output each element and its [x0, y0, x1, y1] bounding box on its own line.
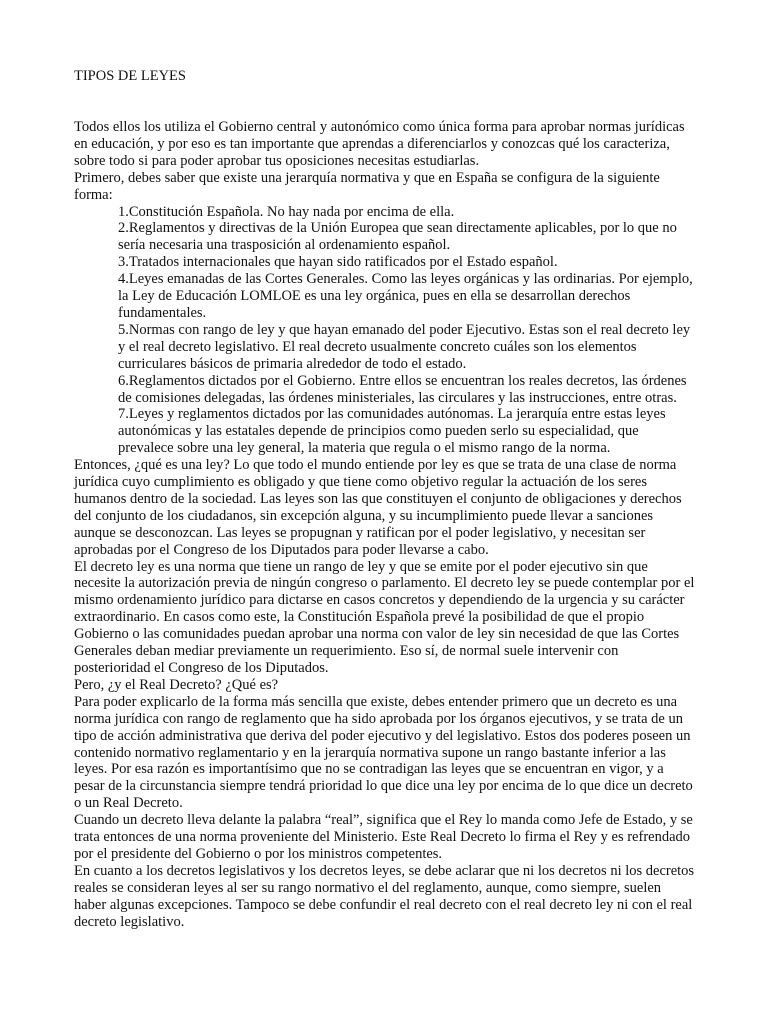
document-body	[74, 119, 696, 931]
paragraph-real: Cuando un decreto lleva delante la palabra “real”, significa que el Rey lo manda como Jefe de Estado, y se trata entonces de una norma proveniente del Ministerio. Este Real Decreto lo firma el Rey y es refrendado por el presidente del Gobierno o por los ministros competentes.	[74, 812, 693, 862]
list-item: 6.Reglamentos dictados por el Gobierno. Entre ellos se encuentran los reales decretos, las órdenes de comisiones delegadas, las órdenes ministeriales, las circulares y las instrucciones, entre otras.	[118, 372, 687, 406]
paragraph-legislativos: En cuanto a los decretos legislativos y los decretos leyes, se debe aclarar que ni los decretos ni los decretos reales se consideran leyes al ser su rango normativo el del reglamento, aunque, como siempre, suelen haber algunas excepciones. Tampoco se debe confundir el real decreto con el real decreto ley ni con el real decreto legislativo.	[74, 862, 695, 930]
list-item: 3.Tratados internacionales que hayan sido ratificados por el Estado español.	[118, 254, 558, 271]
paragraph-decreto: Para poder explicarlo de la forma más sencilla que existe, debes entender primero que un decreto es una norma jurídica con rango de reglamento que ha sido aprobada por los órganos ejecutivos, y se trata de un tipo de acción administrativa que deriva del poder ejecutivo y del legislativo. Estos dos poderes poseen un contenido normativo reglamentario y en la jerarquía normativa supone un rango bastante inferior a las leyes. Por esa razón es importantísimo que no se contradigan las leyes que se encuentran en vigor, y a pesar de la circunstancia siempre tendrá prioridad lo que dice una ley por encima de lo que dice un decreto o un Real Decreto.	[74, 693, 693, 812]
list-item: 1.Constitución Española. No hay nada por encima de ella.	[118, 203, 455, 220]
paragraph-intro: Todos ellos los utiliza el Gobierno central y autonómico como única forma para aprobar normas jurídicas en educación, y por eso es tan importante que aprendas a diferenciarlos y conozcas qué los caracteriza, sobre todo si para poder aprobar tus oposiciones necesitas estudiarlas.	[74, 119, 685, 169]
list-item: 7.Leyes y reglamentos dictados por las comunidades autónomas. La jerarquía entre estas leyes autonómicas y las estatales depende de principios como pueden serlo su especialidad, que prevalece sobre una ley general, la materia que regula o el mismo rango de la norma.	[118, 406, 666, 457]
document-title: TIPOS DE LEYES	[74, 68, 186, 84]
list-item: 4.Leyes emanadas de las Cortes Generales. Como las leyes orgánicas y las ordinarias. Por ejemplo, la Ley de Educación LOMLOE es una ley orgánica, pues en ella se desarrollan derechos fundamentales.	[118, 271, 693, 321]
list-item: 2.Reglamentos y directivas de la Unión Europea que sean directamente aplicables, por lo que no sería necesaria una trasposición al ordenamiento español.	[118, 220, 677, 254]
paragraph-decreto-ley: El decreto ley es una norma que tiene un rango de ley y que se emite por el poder ejecutivo sin que necesite la autorización previa de ningún congreso o parlamento. El decreto ley se puede contemplar por el mismo ordenamiento jurídico para dictarse en casos concretos y dependiendo de la urgencia y su carácter extraordinario. En casos como este, la Constitución Española prevé la posibilidad de que el propio Gobierno o las comunidades puedan aprobar una norma con valor de ley sin necesidad de que las Cortes Generales deban mediar previamente un requerimiento. Eso sí, de normal suele intervenir con posterioridad el Congreso de los Diputados.	[74, 558, 695, 676]
paragraph-hierarchy: Primero, debes saber que existe una jerarquía normativa y que en España se configura de la siguiente forma:	[74, 169, 660, 203]
paragraph-ley: Entonces, ¿qué es una ley? Lo que todo el mundo entiende por ley es que se trata de una clase de norma jurídica cuyo cumplimiento es obligado y que tiene como objetivo regular la actuación de los seres humanos dentro de la sociedad. Las leyes son las que constituyen el conjunto de obligaciones y derechos del conjunto de los ciudadanos, sin excepción alguna, y su incumplimiento puede llevar a sanciones aunque se desconozcan. Las leyes se propugnan y ratifican por el poder legislativo, y necesitan ser aprobadas por el Congreso de los Diputados para poder llevarse a cabo.	[74, 457, 682, 558]
list-item: 5.Normas con rango de ley y que hayan emanado del poder Ejecutivo. Estas son el real decreto ley y el real decreto legislativo. El real decreto usualmente concreto cuáles son los elementos curriculares básicos de primaria alrededor de todo el estado.	[118, 321, 691, 372]
paragraph-question: Pero, ¿y el Real Decreto? ¿Qué es?	[74, 676, 279, 693]
